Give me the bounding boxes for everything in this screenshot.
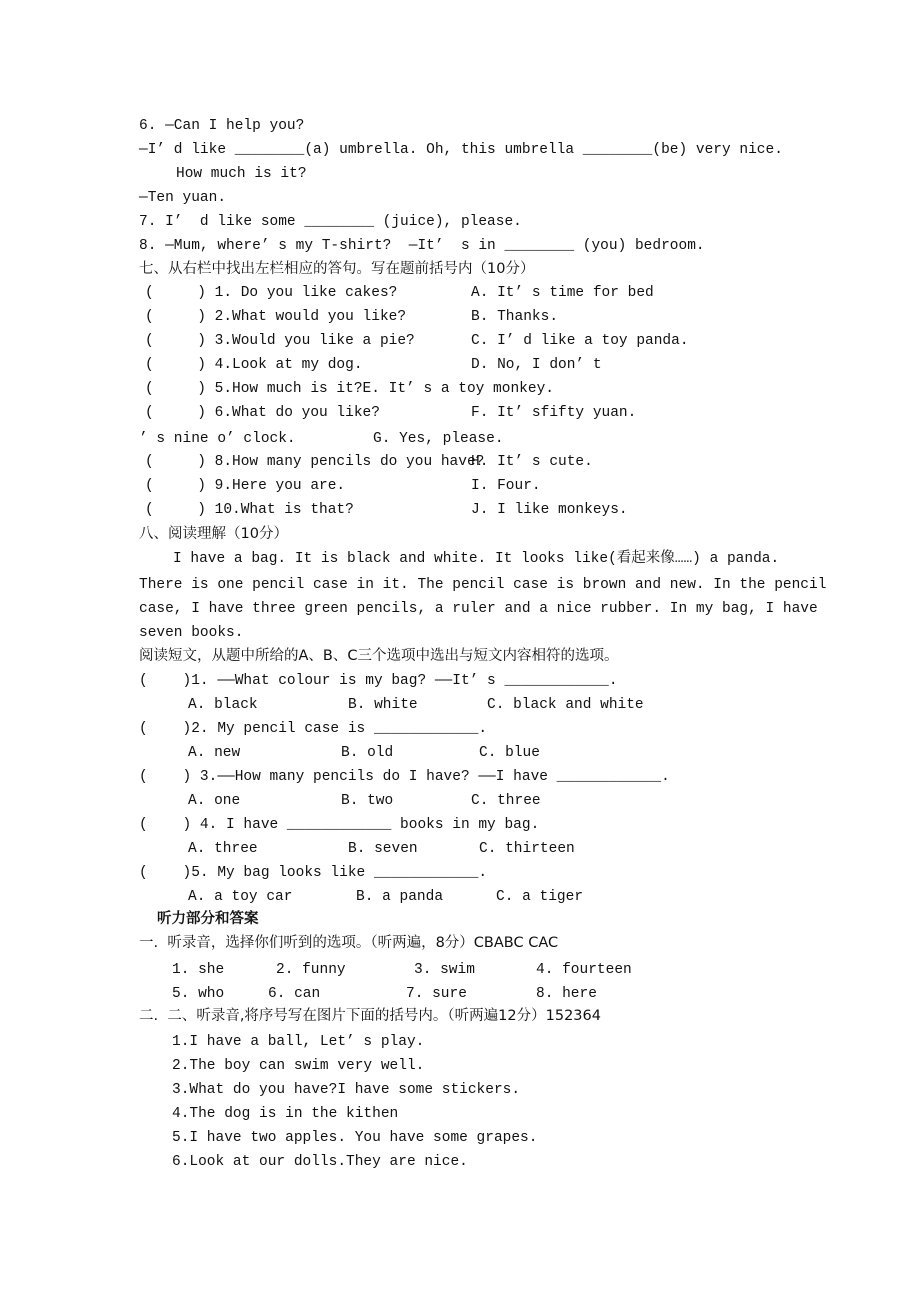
listening-sentence-3: 3.What do you have?I have some stickers. — [172, 1082, 521, 1098]
reading-instruction: 阅读短文，从题中所给的A、B、C三个选项中选出与短文内容相符的选项。 — [139, 648, 619, 664]
listening-sentence-2: 2.The boy can swim very well. — [172, 1058, 425, 1074]
listening-part1-heading: 一. 听录音，选择你们听到的选项。（听两遍，8分）CBABC CAC — [139, 935, 559, 951]
reading-question-3: ( ) 3.——How many pencils do I have? ——I have ____________. — [139, 769, 670, 785]
q6-line2: —I’ d like ________(a) umbrella. Oh, this umbrella ________(be) very nice. — [139, 142, 783, 158]
reading-q4-option-b: B. seven — [348, 841, 418, 857]
reading-q2-option-c: C. blue — [479, 745, 540, 761]
match-left-2: ( ) 2.What would you like? — [145, 309, 407, 325]
listening-sentence-1: 1.I have a ball, Let’ s play. — [172, 1034, 425, 1050]
listening-word-2: 2. funny — [276, 962, 346, 978]
q6-line1: 6. —Can I help you? — [139, 118, 305, 134]
listening-word-7: 7. sure — [406, 986, 467, 1002]
reading-q2-option-b: B. old — [341, 745, 394, 761]
section7-heading: 七、从右栏中找出左栏相应的答句。写在题前括号内（10分） — [139, 261, 535, 277]
listening-word-6: 6. can — [268, 986, 321, 1002]
reading-question-2: ( )2. My pencil case is ____________. — [139, 721, 488, 737]
match-left-6: ( ) 6.What do you like? — [145, 405, 380, 421]
match-right-a: A. It’ s time for bed — [471, 285, 654, 301]
q6-line4: —Ten yuan. — [139, 190, 227, 206]
match-right-h: H. It’ s cute. — [471, 454, 593, 470]
reading-q5-option-b: B. a panda — [356, 889, 444, 905]
match-right-j: J. I like monkeys. — [471, 502, 628, 518]
match-left-1: ( ) 1. Do you like cakes? — [145, 285, 398, 301]
match-right-b: B. Thanks. — [471, 309, 559, 325]
reading-q3-option-a: A. one — [188, 793, 241, 809]
listening-sentence-5: 5.I have two apples. You have some grapes. — [172, 1130, 538, 1146]
match-right-g: G. Yes, please. — [373, 431, 504, 447]
reading-question-1: ( )1. ——What colour is my bag? ——It’ s ____________. — [139, 673, 618, 689]
listening-word-8: 8. here — [536, 986, 597, 1002]
match-left-9: ( ) 9.Here you are. — [145, 478, 346, 494]
reading-question-5: ( )5. My bag looks like ____________. — [139, 865, 488, 881]
reading-q4-option-c: C. thirteen — [479, 841, 575, 857]
reading-q1-option-a: A. black — [188, 697, 258, 713]
passage-line-2: There is one pencil case in it. The pencil case is brown and new. In the pencil — [139, 577, 827, 593]
match-right-d: D. No, I don’ t — [471, 357, 602, 373]
section8-heading: 八、阅读理解（10分） — [139, 526, 288, 542]
listening-title: 听力部分和答案 — [157, 911, 259, 927]
reading-q1-option-c: C. black and white — [487, 697, 644, 713]
match-right-c: C. I’ d like a toy panda. — [471, 333, 689, 349]
match-left-8: ( ) 8.How many pencils do you have? — [145, 454, 485, 470]
listening-sentence-6: 6.Look at our dolls.They are nice. — [172, 1154, 468, 1170]
passage-line-3: case, I have three green pencils, a ruler and a nice rubber. In my bag, I have — [139, 601, 818, 617]
reading-q2-option-a: A. new — [188, 745, 241, 761]
listening-word-1: 1. she — [172, 962, 225, 978]
reading-question-4: ( ) 4. I have ____________ books in my bag. — [139, 817, 540, 833]
match-right-f: F. It’ sfifty yuan. — [471, 405, 637, 421]
listening-part2-heading: 二. 二、听录音,将序号写在图片下面的括号内。（听两遍12分）152364 — [139, 1008, 601, 1024]
q6-line3: How much is it? — [176, 166, 307, 182]
q7: 7. I’ d like some ________ (juice), please. — [139, 214, 522, 230]
listening-word-4: 4. fourteen — [536, 962, 632, 978]
reading-q3-option-b: B. two — [341, 793, 394, 809]
q8: 8. —Mum, where’ s my T-shirt? —It’ s in ________ (you) bedroom. — [139, 238, 705, 254]
listening-word-3: 3. swim — [414, 962, 475, 978]
reading-q4-option-a: A. three — [188, 841, 258, 857]
match-left-3: ( ) 3.Would you like a pie? — [145, 333, 415, 349]
reading-q5-option-c: C. a tiger — [496, 889, 584, 905]
match-left-4: ( ) 4.Look at my dog. — [145, 357, 363, 373]
passage-line-4: seven books. — [139, 625, 244, 641]
listening-sentence-4: 4.The dog is in the kithen — [172, 1106, 399, 1122]
reading-q1-option-b: B. white — [348, 697, 418, 713]
reading-q3-option-c: C. three — [471, 793, 541, 809]
match-left-7-fragment: ’ s nine o’ clock. — [139, 431, 296, 447]
match-left-10: ( ) 10.What is that? — [145, 502, 354, 518]
passage-line-1: I have a bag. It is black and white. It looks like(看起来像……) a panda. — [173, 551, 780, 567]
reading-q5-option-a: A. a toy car — [188, 889, 293, 905]
match-left-5: ( ) 5.How much is it?E. It’ s a toy monkey. — [145, 381, 554, 397]
match-right-i: I. Four. — [471, 478, 541, 494]
listening-word-5: 5. who — [172, 986, 225, 1002]
